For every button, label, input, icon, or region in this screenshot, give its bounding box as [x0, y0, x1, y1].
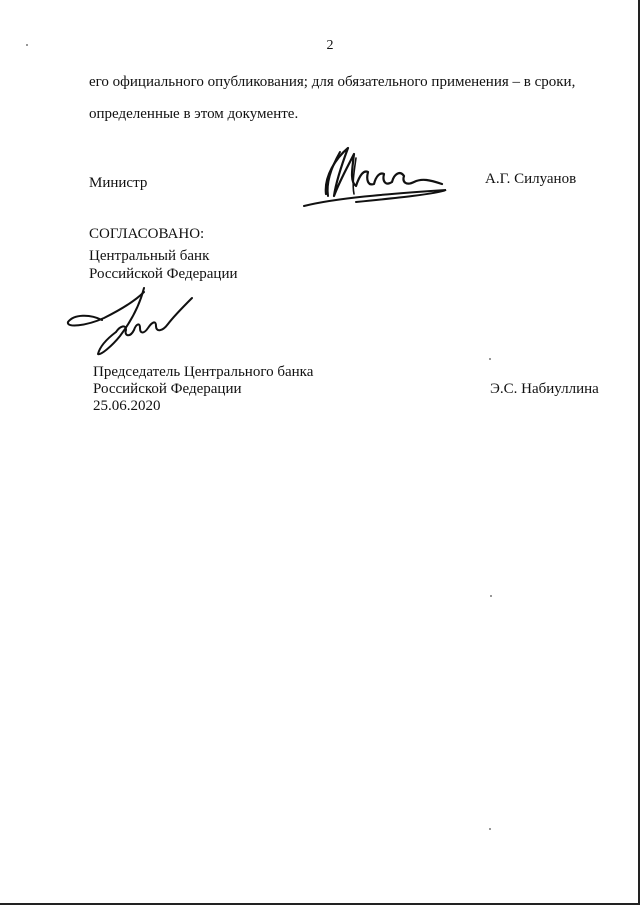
body-line: его официального опубликования; для обязательного применения – в сроки,	[89, 74, 576, 90]
minister-signature	[296, 136, 456, 216]
scan-speck	[489, 828, 491, 830]
body-paragraph	[89, 66, 609, 130]
chair-line: Российской Федерации	[93, 381, 242, 397]
org-line: Центральный банк	[89, 248, 210, 264]
minister-title: Министр	[89, 175, 148, 191]
scan-speck	[490, 595, 492, 597]
page-number: 2	[326, 38, 334, 53]
chair-name: Э.С. Набиуллина	[490, 381, 599, 397]
chair-position	[93, 364, 313, 415]
minister-name: А.Г. Силуанов	[485, 171, 577, 187]
chair-line: Председатель Центрального банка	[93, 364, 314, 380]
agreement-heading: СОГЛАСОВАНО:	[89, 226, 205, 242]
chair-signature	[60, 280, 200, 365]
agreement-organization	[89, 247, 238, 283]
signing-date: 25.06.2020	[93, 398, 161, 414]
scan-speck	[489, 358, 491, 360]
body-line: определенные в этом документе.	[89, 106, 299, 122]
org-line: Российской Федерации	[89, 266, 238, 282]
